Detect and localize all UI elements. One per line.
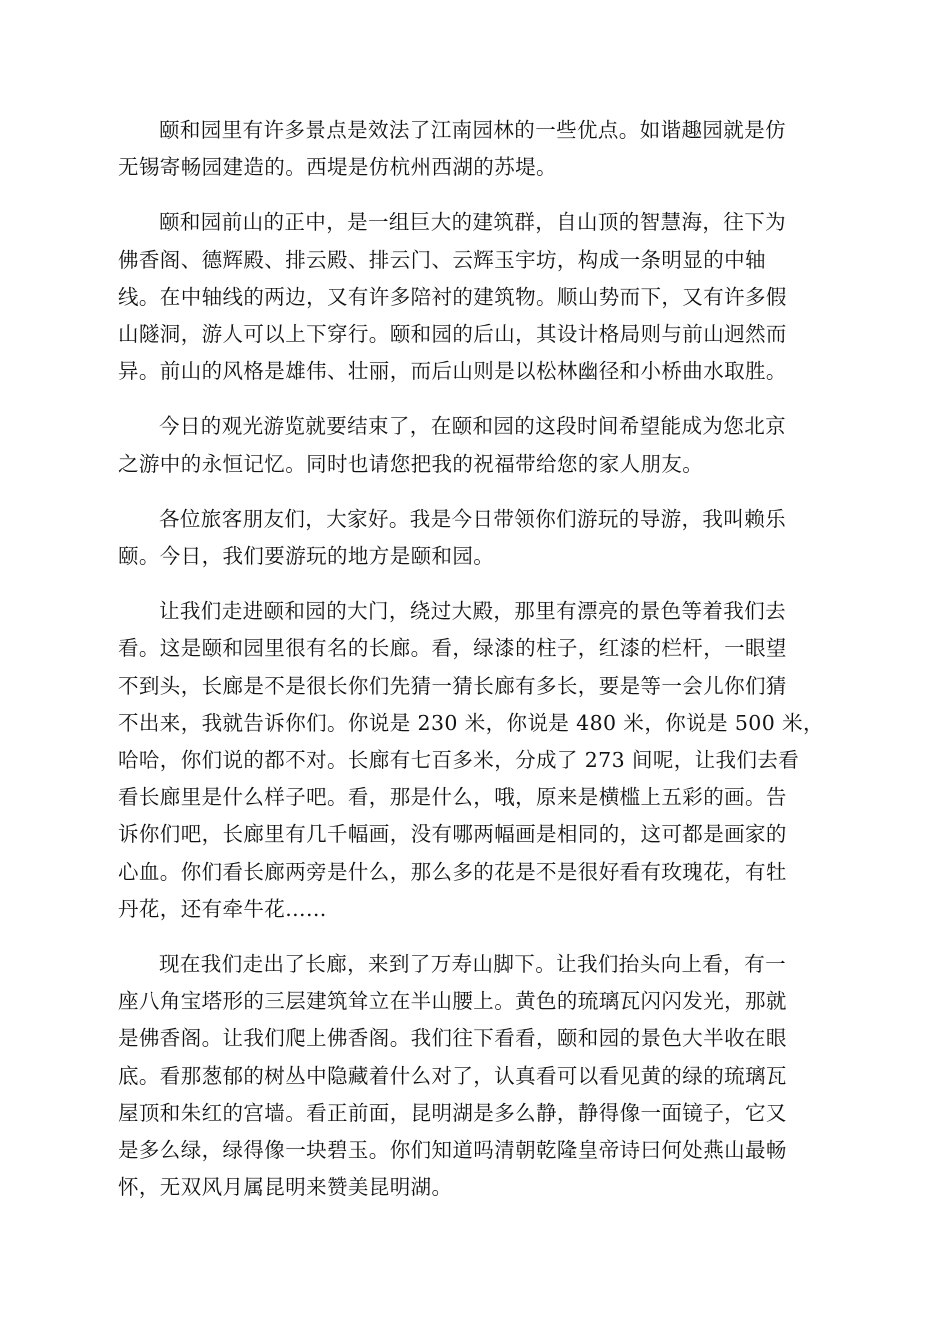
text-line: 让我们走进颐和园的大门，绕过大殿，那里有漂亮的景色等着我们去 — [159, 599, 786, 624]
text-line: 是多么绿，绿得像一块碧玉。你们知道吗清朝乾隆皇帝诗曰何处燕山最畅 — [118, 1138, 787, 1163]
document-body — [118, 112, 838, 1224]
text-line: 底。看那葱郁的树丛中隐藏着什么对了，认真看可以看见黄的绿的琉璃瓦 — [118, 1063, 787, 1088]
text-line: 颐。今日，我们要游玩的地方是颐和园。 — [118, 544, 495, 569]
text-line: 看长廊里是什么样子吧。看，那是什么，哦，原来是横槛上五彩的画。告 — [118, 785, 787, 810]
paragraph — [118, 204, 838, 390]
paragraph — [118, 112, 838, 186]
text-line: 无锡寄畅园建造的。西堤是仿杭州西湖的苏堤。 — [118, 155, 557, 180]
text-line: 不出来，我就告诉你们。你说是 230 米，你说是 480 米，你说是 500 米， — [118, 710, 824, 735]
text-line: 之游中的永恒记忆。同时也请您把我的祝福带给您的家人朋友。 — [118, 451, 704, 476]
text-line: 看。这是颐和园里很有名的长廊。看，绿漆的柱子，红漆的栏杆，一眼望 — [118, 636, 787, 661]
text-line: 不到头，长廊是不是很长你们先猜一猜长廊有多长，要是等一会儿你们猜 — [118, 673, 787, 698]
text-line: 线。在中轴线的两边，又有许多陪衬的建筑物。顺山势而下，又有许多假 — [118, 284, 787, 309]
text-line: 今日的观光游览就要结束了，在颐和园的这段时间希望能成为您北京 — [159, 414, 786, 439]
text-line: 现在我们走出了长廊，来到了万寿山脚下。让我们抬头向上看，有一 — [159, 952, 786, 977]
text-line: 怀，无双风月属昆明来赞美昆明湖。 — [118, 1175, 453, 1200]
text-line: 异。前山的风格是雄伟、壮丽，而后山则是以松林幽径和小桥曲水取胜。 — [118, 359, 787, 384]
text-line: 山隧洞，游人可以上下穿行。颐和园的后山，其设计格局则与前山迥然而 — [118, 322, 787, 347]
text-line: 诉你们吧，长廊里有几千幅画，没有哪两幅画是相同的，这可都是画家的 — [118, 822, 787, 847]
text-line: 心血。你们看长廊两旁是什么，那么多的花是不是很好看有玫瑰花，有牡 — [118, 859, 787, 884]
text-line: 屋顶和朱红的宫墙。看正前面，昆明湖是多么静，静得像一面镜子，它又 — [118, 1100, 787, 1125]
paragraph — [118, 593, 838, 928]
text-line: 佛香阁、德辉殿、排云殿、排云门、云辉玉宇坊，构成一条明显的中轴 — [118, 247, 766, 272]
text-line: 丹花，还有牵牛花...... — [118, 896, 327, 921]
text-line: 哈哈，你们说的都不对。长廊有七百多米，分成了 273 间呢，让我们去看 — [118, 748, 800, 773]
text-line: 座八角宝塔形的三层建筑耸立在半山腰上。黄色的琉璃瓦闪闪发光，那就 — [118, 989, 787, 1014]
paragraph — [118, 946, 838, 1206]
text-line: 是佛香阁。让我们爬上佛香阁。我们往下看看，颐和园的景色大半收在眼 — [118, 1026, 787, 1051]
paragraph — [118, 501, 838, 575]
text-line: 各位旅客朋友们，大家好。我是今日带领你们游玩的导游，我叫赖乐 — [159, 506, 786, 531]
text-line: 颐和园前山的正中，是一组巨大的建筑群，自山顶的智慧海，往下为 — [159, 210, 786, 235]
paragraph — [118, 408, 838, 482]
text-line: 颐和园里有许多景点是效法了江南园林的一些优点。如谐趣园就是仿 — [159, 118, 786, 142]
